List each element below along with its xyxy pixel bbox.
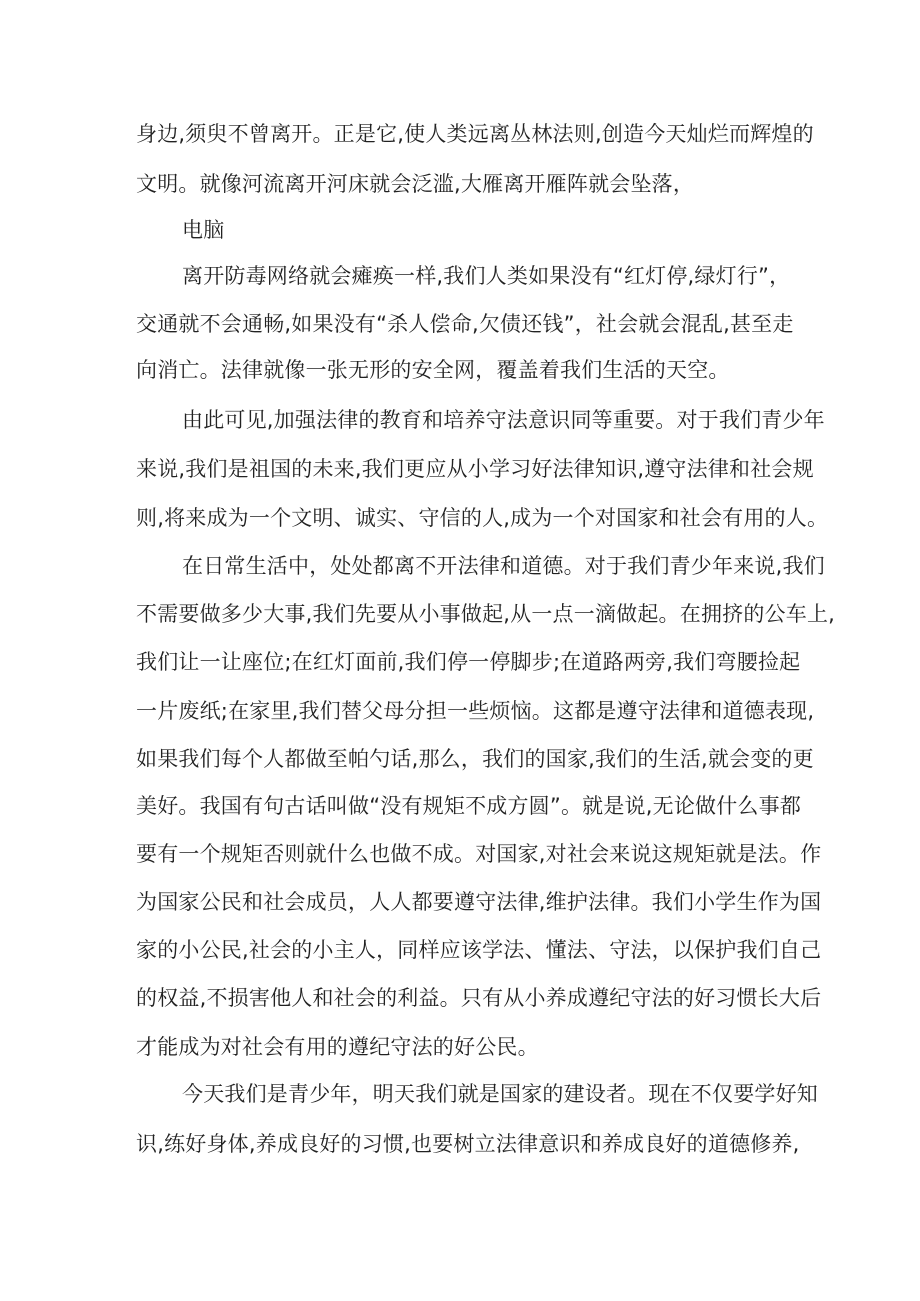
text-line: 才能成为对社会有用的遵纪守法的好公民。: [136, 1035, 539, 1059]
text-line: 向消亡。法律就像一张无形的安全网，覆盖着我们生活的天空。: [136, 358, 730, 382]
text-line: 识,练好身体,养成良好的习惯,也要树立法律意识和养成良好的道德修养,: [136, 1132, 800, 1156]
text-line: 离开防毒网络就会瘫痪一样,我们人类如果没有“红灯停,绿灯行”，: [182, 264, 791, 288]
text-line: 来说,我们是祖国的未来,我们更应从小学习好法律知识,遵守法律和社会规: [136, 457, 814, 481]
text-line: 文明。就像河流离开河床就会泛滥,大雁离开雁阵就会坠落，: [136, 172, 695, 196]
text-line: 美好。我国有句古话叫做“没有规矩不成方圆”。就是说,无论做什么事都: [136, 794, 802, 818]
text-line: 一片废纸;在家里,我们替父母分担一些烦恼。这都是遵守法律和道德表现,: [136, 699, 815, 723]
text-line: 不需要做多少大事,我们先要从小事做起,从一点一滴做起。在拥挤的公车上,: [136, 602, 836, 626]
text-line: 我们让一让座位;在红灯面前,我们停一停脚步;在道路两旁,我们弯腰捡起: [136, 650, 801, 674]
text-line: 今天我们是青少年，明天我们就是国家的建设者。现在不仅要学好知: [182, 1082, 818, 1106]
text-line: 在日常生活中，处处都离不开法律和道德。对于我们青少年来说,我们: [182, 554, 825, 578]
text-line: 如果我们每个人都做至帕勺话,那么，我们的国家,我们的生活,就会变的更: [136, 747, 814, 771]
text-line: 电脑: [182, 218, 225, 242]
text-line: 由此可见,加强法律的教育和培养守法意识同等重要。对于我们青少年: [182, 408, 825, 432]
text-line: 的权益,不损害他人和社会的利益。只有从小养成遵纪守法的好习惯长大后: [136, 986, 822, 1010]
text-line: 要有一个规矩否则就什么也做不成。对国家,对社会来说这规矩就是法。作: [136, 842, 822, 866]
text-line: 身边,须臾不曾离开。正是它,使人类远离丛林法则,创造今天灿烂而辉煌的: [136, 122, 814, 146]
text-line: 则,将来成为一个文明、诚实、守信的人,成为一个对国家和社会有用的人。: [136, 506, 829, 530]
text-line: 家的小公民,社会的小主人，同样应该学法、懂法、守法，以保护我们自己: [136, 938, 822, 962]
text-line: 交通就不会通畅,如果没有“杀人偿命,欠债还钱”，社会就会混乱,甚至走: [136, 312, 794, 336]
text-line: 为国家公民和社会成员，人人都要遵守法律,维护法律。我们小学生作为国: [136, 890, 822, 914]
